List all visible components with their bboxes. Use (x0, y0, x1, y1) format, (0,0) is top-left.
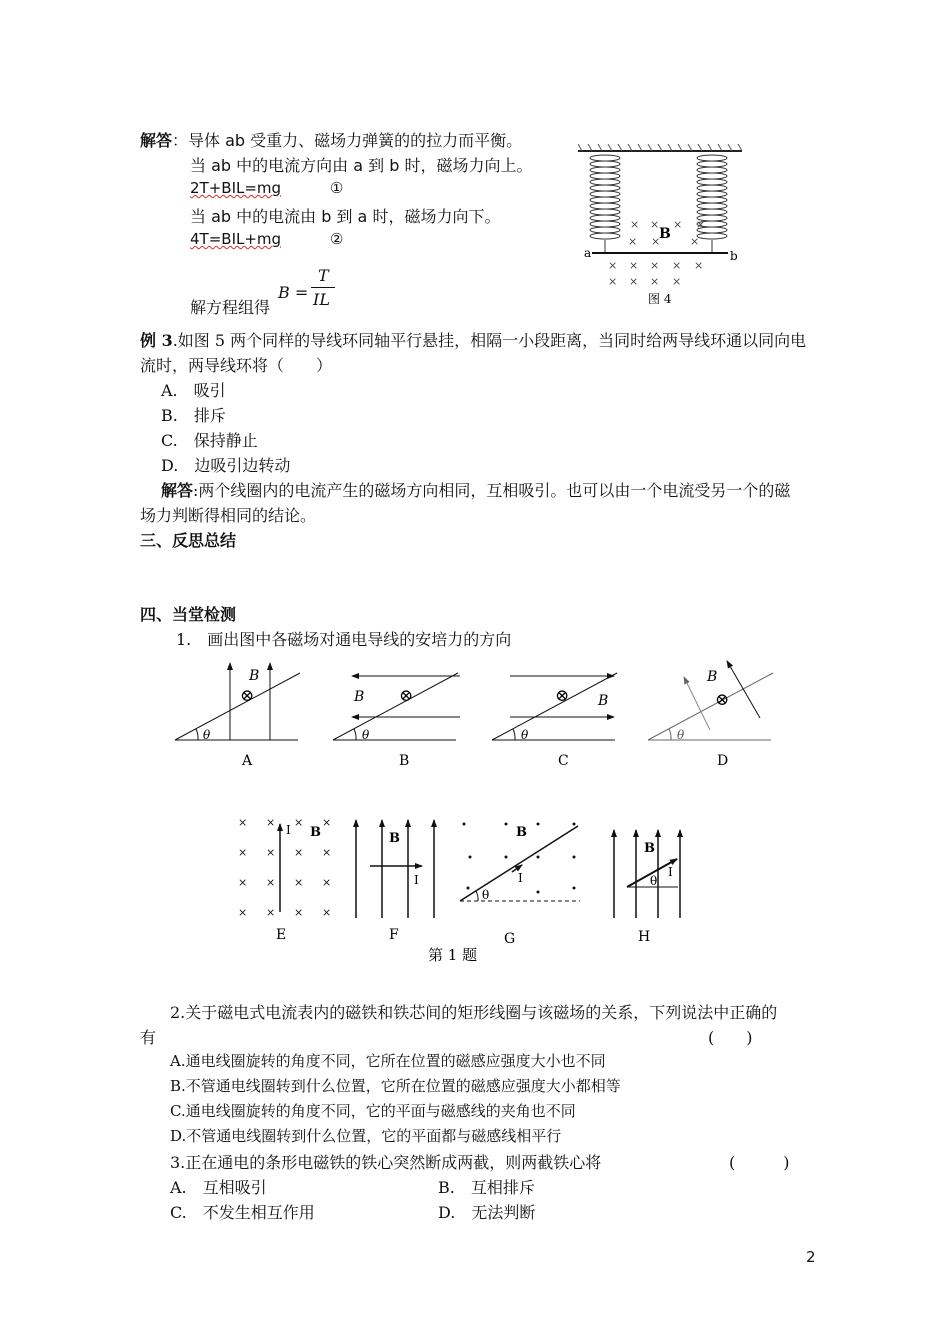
example3-option-c: C. 保持静止 (161, 431, 258, 450)
svg-text:×: × (672, 259, 682, 272)
q3-option-b: B. 互相排斥 (438, 1178, 535, 1197)
equation-2-text: 4T=BIL+mg (190, 230, 282, 248)
svg-text:×: × (266, 816, 276, 829)
svg-text:×: × (630, 218, 640, 231)
svg-text:×: × (238, 846, 248, 859)
theta-label: θ (362, 728, 370, 742)
theta-label: θ (482, 888, 490, 902)
theta-label: θ (203, 728, 211, 742)
q2-bracket: ( ) (708, 1028, 753, 1047)
svg-text:×: × (629, 275, 639, 288)
B-label: B (644, 841, 655, 856)
q2-option-b: B.不管通电线圈转到什么位置，它所在位置的磁感应强度大小都相等 (170, 1077, 621, 1095)
example3-option-b: B. 排斥 (161, 406, 226, 425)
svg-text:×: × (322, 876, 332, 889)
example3-text1: .如图 5 两个同样的导线环同轴平行悬挂，相隔一小段距离，当同时给两导线环通以同向电 (172, 331, 807, 350)
svg-text:×: × (266, 906, 276, 919)
current-into-page: ⊗ (399, 686, 414, 706)
B-label: B (249, 668, 260, 684)
equation-2-number: ② (329, 230, 344, 248)
label-E: E (276, 927, 287, 943)
svg-text:×: × (696, 218, 706, 231)
answer2-line1-text: ：导体 ab 受重力、磁场力弹簧的的拉力而平衡。 (172, 131, 523, 150)
example3-answer-line2: 场力判断得相同的结论。 (140, 506, 317, 525)
q3-option-a: A. 互相吸引 (170, 1178, 267, 1197)
I-label: I (286, 823, 291, 837)
svg-text:×: × (650, 218, 660, 231)
svg-text:×: × (650, 275, 660, 288)
B-label: B (707, 669, 718, 685)
answer-label: 解答 (140, 131, 173, 150)
svg-text:×: × (322, 906, 332, 919)
I-label: I (668, 865, 673, 879)
figure-4 (578, 140, 750, 312)
q3-option-c: C. 不发生相互作用 (170, 1203, 315, 1222)
svg-text:×: × (650, 259, 660, 272)
svg-text:×: × (266, 846, 276, 859)
q2-line2: 有 (140, 1028, 157, 1047)
current-into-page: ⊗ (240, 686, 255, 706)
formula-numerator: T (318, 266, 329, 285)
q3-bracket: ( ) (729, 1153, 790, 1172)
example3-answer-label: 解答 (161, 481, 194, 500)
figure-B (333, 673, 460, 769)
equation-1-number: ① (329, 179, 344, 197)
example3-answer-text1: :两个线圈内的电流产生的磁场方向相同，互相吸引。也可以由一个电流受另一个的磁 (193, 481, 791, 500)
fig4-B-label: B (659, 226, 671, 242)
formula-lhs: B = (278, 283, 309, 302)
svg-text:×: × (294, 876, 304, 889)
label-C: C (558, 753, 569, 769)
page-number: 2 (806, 1248, 816, 1266)
label-F: F (389, 927, 399, 943)
svg-text:×: × (629, 259, 639, 272)
figure-G (460, 823, 580, 948)
svg-text:×: × (690, 235, 700, 248)
I-label: I (414, 873, 419, 887)
svg-text:×: × (608, 275, 618, 288)
B-label: B (516, 825, 527, 840)
label-D: D (717, 753, 729, 769)
figure-A (175, 663, 300, 769)
svg-text:×: × (322, 816, 332, 829)
svg-text:×: × (294, 906, 304, 919)
formula-denominator: IL (313, 290, 330, 309)
theta-label: θ (521, 728, 529, 742)
example3-label: 例 3 (140, 331, 173, 350)
label-G: G (504, 931, 516, 947)
fig4-b-label: b (730, 249, 738, 263)
q2-option-a: A.通电线圈旋转的角度不同，它所在位置的磁感应强度大小也不同 (170, 1052, 606, 1070)
q2-option-d: D.不管通电线圈转到什么位置，它的平面都与磁感线相平行 (170, 1127, 562, 1145)
figure-C (492, 673, 617, 769)
label-A: A (242, 753, 253, 769)
q2-line1: 2.关于磁电式电流表内的磁铁和铁芯间的矩形线圈与该磁场的关系，下列说法中正确的 (170, 1003, 778, 1022)
figure-row1 (170, 655, 790, 770)
svg-text:×: × (628, 235, 638, 248)
solve-text: 解方程组得 (190, 298, 271, 317)
current-into-page: ⊗ (555, 686, 570, 706)
current-into-page: ⊗ (715, 690, 730, 710)
question1-text: 1. 画出图中各磁场对通电导线的安培力的方向 (176, 630, 512, 649)
q3-option-d: D. 无法判断 (438, 1203, 536, 1222)
figure-caption: 第 1 题 (428, 946, 478, 964)
q3-text: 3.正在通电的条形电磁铁的铁心突然断成两截，则两截铁心将 (170, 1153, 602, 1172)
I-label: I (518, 871, 523, 885)
svg-text:×: × (238, 816, 248, 829)
section3-title: 三、反思总结 (140, 531, 237, 550)
figure-H (614, 830, 680, 945)
svg-text:×: × (651, 235, 661, 248)
B-label: B (310, 825, 321, 840)
label-B: B (399, 753, 410, 769)
answer2-line2: 当 ab 中的电流方向由 a 到 b 时，磁场力向上。 (190, 156, 533, 175)
example3-line2: 流时，两导线环将（ ） (140, 356, 333, 375)
q2-option-c: C.通电线圈旋转的角度不同，它的平面与磁感线的夹角也不同 (170, 1102, 576, 1120)
example3-line1 (140, 328, 806, 351)
equation-1-text: 2T+BIL=mg (190, 179, 282, 197)
equation-2 (190, 230, 343, 248)
svg-text:×: × (266, 876, 276, 889)
label-H: H (638, 929, 651, 945)
fig4-a-label: a (584, 246, 592, 260)
answer2-line1 (140, 128, 522, 151)
left-spring (590, 155, 620, 239)
example3-option-d: D. 边吸引边转动 (161, 456, 291, 475)
svg-text:×: × (294, 816, 304, 829)
theta-label: θ (650, 874, 658, 888)
svg-text:×: × (322, 846, 332, 859)
B-label: B (389, 831, 400, 846)
svg-text:×: × (672, 275, 682, 288)
figure-F (356, 820, 434, 943)
B-label: B (354, 689, 365, 705)
svg-text:×: × (673, 218, 683, 231)
figure-E (238, 816, 331, 943)
example3-option-a: A. 吸引 (161, 381, 226, 400)
section4-title: 四、当堂检测 (140, 605, 237, 624)
example3-answer-line1 (161, 478, 790, 501)
svg-text:×: × (238, 876, 248, 889)
svg-text:×: × (238, 906, 248, 919)
B-label: B (598, 693, 609, 709)
answer2-line4: 当 ab 中的电流由 b 到 a 时，磁场力向下。 (190, 207, 501, 226)
svg-text:×: × (608, 259, 618, 272)
figure-D (648, 661, 773, 769)
fig4-caption: 图 4 (648, 292, 672, 306)
svg-text:×: × (694, 259, 704, 272)
theta-label: θ (677, 728, 685, 742)
figure-row2 (232, 812, 702, 967)
equation-1 (190, 179, 343, 197)
svg-text:×: × (294, 846, 304, 859)
